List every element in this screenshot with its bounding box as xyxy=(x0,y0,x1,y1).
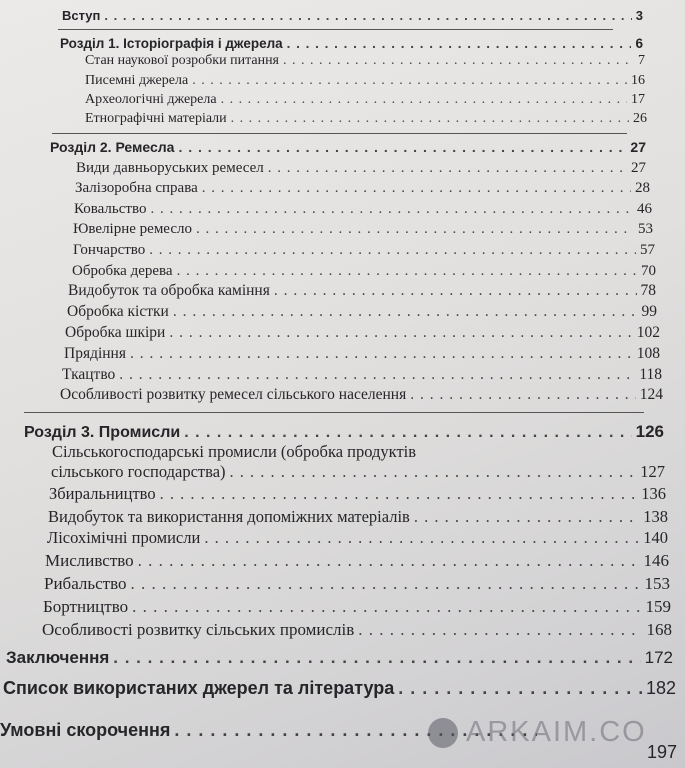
toc-row xyxy=(73,221,653,238)
toc-page: 172 xyxy=(644,648,673,667)
toc-label: Лісохімічні промисли xyxy=(47,528,201,547)
watermark-text: ARKAIM.CO xyxy=(466,716,647,748)
toc-page: 146 xyxy=(643,551,669,570)
toc-label: Обробка дерева xyxy=(72,263,173,279)
toc-row xyxy=(74,201,652,218)
toc-label: Етнографічні матеріали xyxy=(85,111,227,126)
toc-leader xyxy=(268,160,627,177)
toc-label: Бортництво xyxy=(43,597,129,616)
toc-label: Розділ 2. Ремесла xyxy=(50,139,175,155)
toc-page: 140 xyxy=(643,528,668,547)
toc-page: 78 xyxy=(640,282,656,299)
toc-row xyxy=(60,386,663,404)
toc-label: Ткацтво xyxy=(62,366,116,383)
watermark xyxy=(428,716,647,749)
toc-page: 136 xyxy=(641,484,666,503)
toc-page: 3 xyxy=(635,8,643,23)
toc-page: 118 xyxy=(639,366,662,383)
toc-row xyxy=(44,574,670,594)
section-divider xyxy=(58,29,613,30)
toc-row xyxy=(65,324,660,342)
toc-row xyxy=(72,263,656,280)
toc-label: Розділ 3. Промисли xyxy=(24,424,181,441)
toc-label: Стан наукової розробки питання xyxy=(85,53,279,68)
toc-leader xyxy=(169,324,632,342)
toc-page: 99 xyxy=(641,303,657,320)
toc-label: Ковальство xyxy=(74,201,147,217)
toc-page: 124 xyxy=(639,386,663,403)
toc-label: Обробка шкіри xyxy=(65,324,166,341)
toc-page: 153 xyxy=(644,574,670,593)
toc-leader xyxy=(119,366,635,384)
toc-leader xyxy=(204,528,639,548)
toc-leader xyxy=(160,484,638,504)
toc-page: 6 xyxy=(635,36,643,51)
toc-leader xyxy=(410,386,636,404)
toc-leader xyxy=(173,303,638,321)
toc-row xyxy=(43,597,671,617)
section-divider xyxy=(24,412,644,413)
toc-leader xyxy=(221,92,627,108)
toc-row xyxy=(75,180,650,197)
toc-row xyxy=(76,160,646,177)
toc-row-chapter-2 xyxy=(50,139,646,155)
toc-leader xyxy=(274,282,637,300)
toc-row xyxy=(45,551,669,571)
toc-page: 53 xyxy=(638,221,653,237)
toc-page: 70 xyxy=(641,263,656,279)
toc-row xyxy=(42,620,672,640)
toc-leader xyxy=(149,242,636,259)
toc-leader xyxy=(230,462,637,482)
toc-label: Умовні скорочення xyxy=(0,720,171,740)
toc-label: Заключення xyxy=(6,648,110,667)
toc-row xyxy=(73,242,655,259)
toc-label: Вступ xyxy=(62,8,101,23)
toc-page: 28 xyxy=(635,180,650,196)
toc-row xyxy=(52,442,572,462)
toc-page: 197 xyxy=(646,742,677,762)
toc-row xyxy=(85,111,647,127)
toc-label: Залізоробна справа xyxy=(75,180,198,196)
toc-page: 108 xyxy=(636,345,660,362)
toc-label: сільського господарства) xyxy=(51,462,226,481)
toc-label: Прядіння xyxy=(64,345,126,362)
toc-label: Ювелірне ремесло xyxy=(73,221,192,237)
toc-page: 126 xyxy=(635,422,664,441)
toc-row xyxy=(62,366,662,384)
toc-leader xyxy=(113,648,640,668)
toc-row-intro xyxy=(62,8,643,23)
toc-label: Особливості розвитку сільських промислів xyxy=(42,620,355,639)
toc-page: 168 xyxy=(646,620,672,639)
toc-row xyxy=(47,528,668,548)
toc-leader xyxy=(130,345,633,363)
toc-label: Видобуток та використання допоміжних матеріалів xyxy=(48,507,410,526)
section-divider xyxy=(52,133,627,134)
toc-page: 46 xyxy=(637,201,652,217)
toc-row xyxy=(85,73,645,89)
toc-leader xyxy=(192,73,627,89)
watermark-logo-icon xyxy=(428,718,458,748)
toc-leader xyxy=(177,263,637,280)
toc-leader xyxy=(138,551,640,571)
toc-label: Видобуток та обробка каміння xyxy=(68,282,270,299)
toc-row-chapter-3 xyxy=(24,422,664,442)
toc-page: 57 xyxy=(640,242,655,258)
toc-label: Обробка кістки xyxy=(67,303,169,320)
toc-leader xyxy=(150,201,633,218)
toc-row xyxy=(51,462,665,482)
toc-row xyxy=(64,345,660,363)
toc-leader xyxy=(283,53,634,69)
toc-leader xyxy=(398,678,642,699)
toc-label: Писемні джерела xyxy=(85,73,189,88)
toc-label: Мисливство xyxy=(45,551,134,570)
toc-leader xyxy=(231,111,629,127)
toc-row xyxy=(68,282,656,300)
toc-row-chapter-1 xyxy=(60,36,643,51)
toc-leader xyxy=(358,620,642,640)
toc-page: 138 xyxy=(643,507,668,526)
toc-row-bibliography xyxy=(3,678,676,699)
toc-label: Гончарство xyxy=(73,242,146,258)
toc-label: Види давньоруських ремесел xyxy=(76,160,264,176)
toc-page: 127 xyxy=(640,462,665,481)
toc-row xyxy=(67,303,657,321)
toc-leader xyxy=(131,574,641,594)
toc-page: 182 xyxy=(645,678,676,698)
toc-row xyxy=(49,484,666,504)
toc-label: Особливості розвитку ремесел сільського населення xyxy=(60,386,407,403)
toc-leader xyxy=(287,36,632,51)
toc-page: 16 xyxy=(631,73,645,88)
toc-page: 27 xyxy=(630,139,646,155)
toc-page: 27 xyxy=(631,160,646,176)
toc-row xyxy=(48,507,668,527)
toc-row xyxy=(85,92,645,108)
toc-leader xyxy=(132,597,641,617)
toc-page: 7 xyxy=(638,53,645,68)
toc-label: Розділ 1. Історіографія і джерела xyxy=(60,36,283,51)
toc-leader xyxy=(196,221,634,238)
toc-label: Список використаних джерел та література xyxy=(3,678,395,698)
toc-page: 159 xyxy=(645,597,671,616)
toc-leader xyxy=(178,139,626,155)
toc-label: Рибальство xyxy=(44,574,127,593)
toc-leader xyxy=(202,180,631,197)
toc-label: Сільськогосподарські промисли (обробка продуктів xyxy=(52,442,417,461)
toc-page: 102 xyxy=(636,324,660,341)
toc-label: Збиральництво xyxy=(49,484,156,503)
toc-leader xyxy=(104,8,631,23)
toc-row xyxy=(85,53,645,69)
toc-leader xyxy=(184,424,631,442)
toc-row-conclusion xyxy=(6,648,673,668)
toc-page: 17 xyxy=(631,92,645,107)
toc-page: 26 xyxy=(633,111,647,126)
toc-leader xyxy=(414,507,639,527)
toc-label: Археологічні джерела xyxy=(85,92,217,107)
